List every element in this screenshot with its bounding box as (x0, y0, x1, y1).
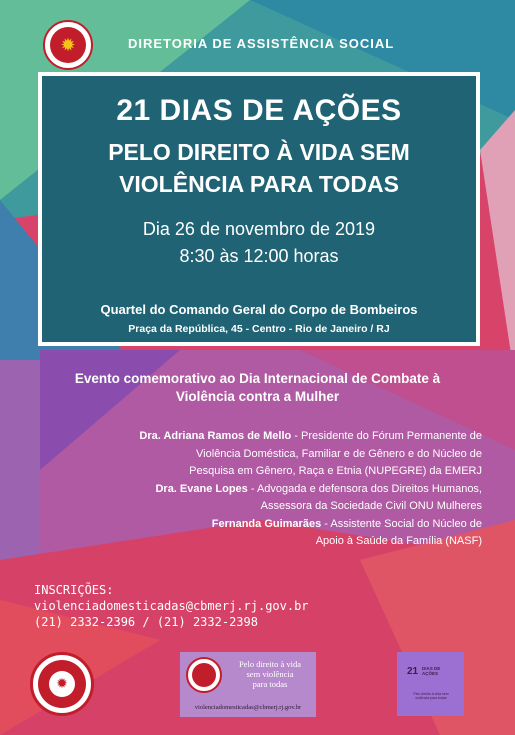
fire-emblem-icon: ✹ (49, 671, 75, 697)
mini-days-line-1: DIAS DE (422, 666, 441, 671)
org-header: DIRETORIA DE ASSISTÊNCIA SOCIAL (128, 36, 395, 51)
speaker-2 (40, 481, 482, 516)
speaker-role: - Advogada e defensora dos Direitos Humanos, (247, 482, 482, 495)
speaker-1 (40, 428, 482, 481)
campaign-email: violenciadomesticadas@cbmerj.rj.gov.br (194, 704, 302, 711)
registration-info (34, 582, 309, 630)
campaign-slogan (226, 659, 314, 689)
speakers-list (40, 428, 482, 551)
title-line-2: PELO DIREITO À VIDA SEM (108, 139, 410, 165)
mini-sub-line-2: violência para todas (415, 696, 447, 700)
speaker-role: Pesquisa em Gênero, Raça e Etnia (NUPEGRE) da EMERJ (189, 465, 482, 477)
mini-days (422, 666, 440, 676)
speaker-role: - Assistente Social do Núcleo de (321, 517, 482, 530)
event-line-1: Evento comemorativo ao Dia Internacional de Combate à (74, 371, 441, 386)
speaker-role: Apoio à Saúde da Família (NASF) (315, 535, 482, 547)
venue: Quartel do Comando Geral do Corpo de Bombeiros (100, 302, 418, 317)
event-date (42, 216, 476, 270)
speaker-name: Dra. Evane Lopes (155, 482, 248, 495)
event-time: 8:30 às 12:00 horas (179, 246, 339, 266)
brand-logo-bottom (30, 652, 94, 716)
event-day: Dia 26 de novembro de 2019 (142, 219, 376, 239)
speaker-role: Assessora da Sociedade Civil ONU Mulheres (260, 500, 482, 512)
speaker-role: Violência Doméstica, Familiar e de Gênero e do Núcleo de (196, 447, 482, 460)
brand-logo-top (43, 20, 93, 70)
title-line-1: 21 DIAS DE AÇÕES (116, 94, 402, 127)
campaign-card (180, 652, 316, 717)
mini-sub-line-1: Pelo direito à vida sem (413, 692, 449, 696)
mini-subtitle (403, 692, 459, 700)
speaker-name: Fernanda Guimarães (211, 517, 322, 530)
registration-label: INSCRIÇÕES: (34, 583, 114, 597)
title-line-3: VIOLÊNCIA PARA TODAS (119, 171, 399, 197)
fire-emblem-icon: ✹ (50, 27, 86, 63)
mini-campaign-logo (397, 652, 464, 716)
registration-email: violenciadomesticadas@cbmerj.rj.gov.br (34, 599, 309, 613)
slogan-line-2: sem violência (246, 669, 294, 679)
speaker-name: Dra. Adriana Ramos de Mello (139, 430, 292, 442)
slogan-line-3: para todas (252, 679, 288, 689)
mini-days-line-2: AÇÕES (422, 671, 439, 676)
title-box (38, 72, 480, 346)
event-line-2: Violência contra a Mulher (175, 389, 340, 404)
event-description (40, 370, 475, 406)
campaign-logo-icon (186, 657, 222, 693)
title-lines (42, 136, 476, 200)
mini-number: 21 (407, 666, 419, 677)
registration-phones: (21) 2332-2396 / (21) 2332-2398 (34, 615, 258, 629)
slogan-line-1: Pelo direito à vida (238, 659, 302, 669)
speaker-role: - Presidente do Fórum Permanente de (291, 430, 482, 442)
speaker-3 (40, 516, 482, 551)
address: Praça da República, 45 - Centro - Rio de Janeiro / RJ (128, 323, 390, 335)
seal-ring (38, 660, 86, 708)
